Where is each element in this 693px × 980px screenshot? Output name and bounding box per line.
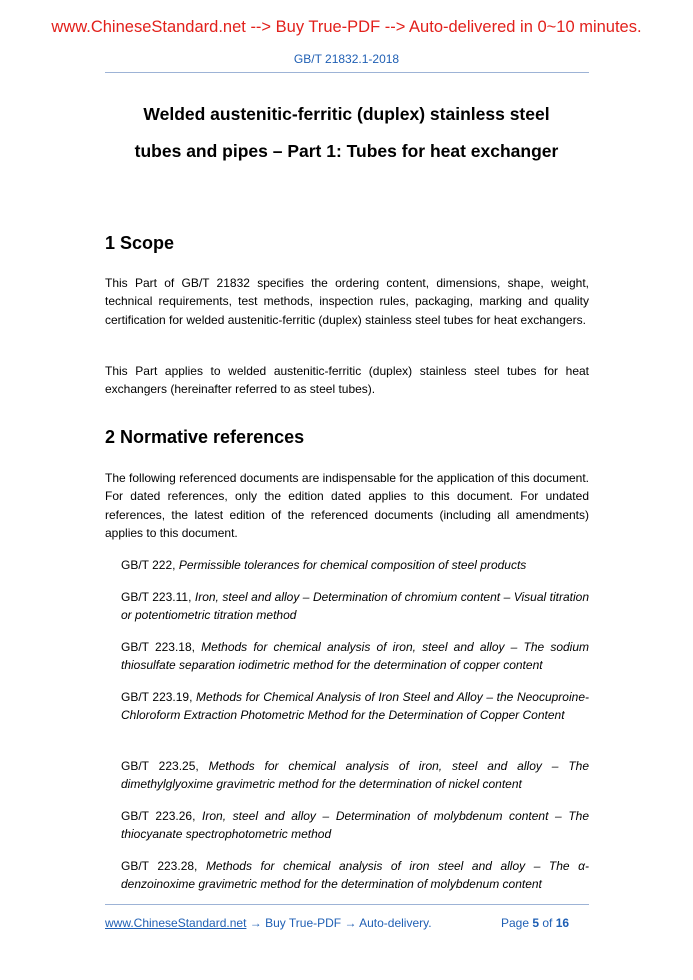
document-title-line-2: tubes and pipes – Part 1: Tubes for heat exchanger <box>134 141 559 161</box>
reference-item <box>121 857 589 894</box>
footer-site-link[interactable]: www.ChineseStandard.net <box>105 916 247 930</box>
scope-paragraph-1-block <box>105 274 589 329</box>
reference-title: Methods for Chemical Analysis of Iron Steel and Alloy – the Neocuproine-Chloroform Extraction Photometric Method for the Determination of Copper Content <box>121 690 589 723</box>
standard-code: GB/T 21832.1-2018 <box>293 52 400 66</box>
reference-title: Iron, steel and alloy – Determination of molybdenum content – The thiocyanate spectrophotometric method <box>121 809 589 842</box>
footer-divider <box>105 904 589 905</box>
reference-code: GB/T 223.11, <box>121 590 195 604</box>
reference-code: GB/T 223.25, <box>121 759 209 773</box>
reference-code: GB/T 223.18, <box>121 640 202 654</box>
page-total: 16 <box>555 916 570 930</box>
reference-code: GB/T 223.28, <box>121 859 206 873</box>
scope-paragraph-1: This Part of GB/T 21832 specifies the ordering content, dimensions, shape, weight, technical requirements, test methods, inspection rules, packaging, marking and quality certification for welded austenitic-ferritic (duplex) stainless steel tubes for heat exchangers. <box>105 276 589 327</box>
page-number: 5 <box>532 916 540 930</box>
reference-item <box>121 757 589 794</box>
reference-title: Iron, steel and alloy – Determination of chromium content – Visual titration or potentiometric titration method <box>121 590 589 623</box>
normative-intro-paragraph: The following referenced documents are indispensable for the application of this document. For dated references, only the edition dated applies to this document. For undated references, the latest edition of the referenced documents (including all amendments) applies to this document. <box>105 471 589 541</box>
reference-item <box>121 807 589 844</box>
page-label: Page <box>501 916 533 930</box>
reference-title: Methods for chemical analysis of iron, steel and alloy – The dimethylglyoxime gravimetric method for the determination of nickel content <box>121 759 589 792</box>
reference-code: GB/T 222, <box>121 558 179 572</box>
footer-promo <box>105 916 432 930</box>
reference-item <box>121 556 589 574</box>
reference-code: GB/T 223.19, <box>121 690 197 704</box>
scope-paragraph-2: This Part applies to welded austenitic-ferritic (duplex) stainless steel tubes for heat exchangers (hereinafter referred to as steel tubes). <box>105 364 589 397</box>
reference-title: Methods for chemical analysis of iron steel and alloy – The α-denzoinoxime gravimetric method for the determination of molybdenum content <box>121 859 589 892</box>
reference-code: GB/T 223.26, <box>121 809 203 823</box>
reference-item <box>121 588 589 625</box>
footer-promo-text: → Buy True-PDF → Auto-delivery. <box>246 916 432 930</box>
promo-banner-link[interactable]: www.ChineseStandard.net --> Buy True-PDF --> Auto-delivered in 0~10 minutes. <box>51 18 642 36</box>
reference-title: Methods for chemical analysis of iron, steel and alloy – The sodium thiosulfate separation iodimetric method for the determination of copper content <box>121 640 589 673</box>
page-indicator <box>501 916 569 930</box>
scope-paragraph-2-block <box>105 362 589 399</box>
reference-item <box>121 688 589 725</box>
normative-intro-block <box>105 469 589 543</box>
section-heading-normative-references: 2 Normative references <box>105 427 305 447</box>
reference-item <box>121 638 589 675</box>
reference-title: Permissible tolerances for chemical composition of steel products <box>178 558 527 572</box>
section-heading-scope: 1 Scope <box>105 233 175 253</box>
document-title-line-1: Welded austenitic-ferritic (duplex) stainless steel <box>143 104 550 124</box>
header-divider <box>105 72 589 73</box>
page-of-label: of <box>539 916 556 930</box>
